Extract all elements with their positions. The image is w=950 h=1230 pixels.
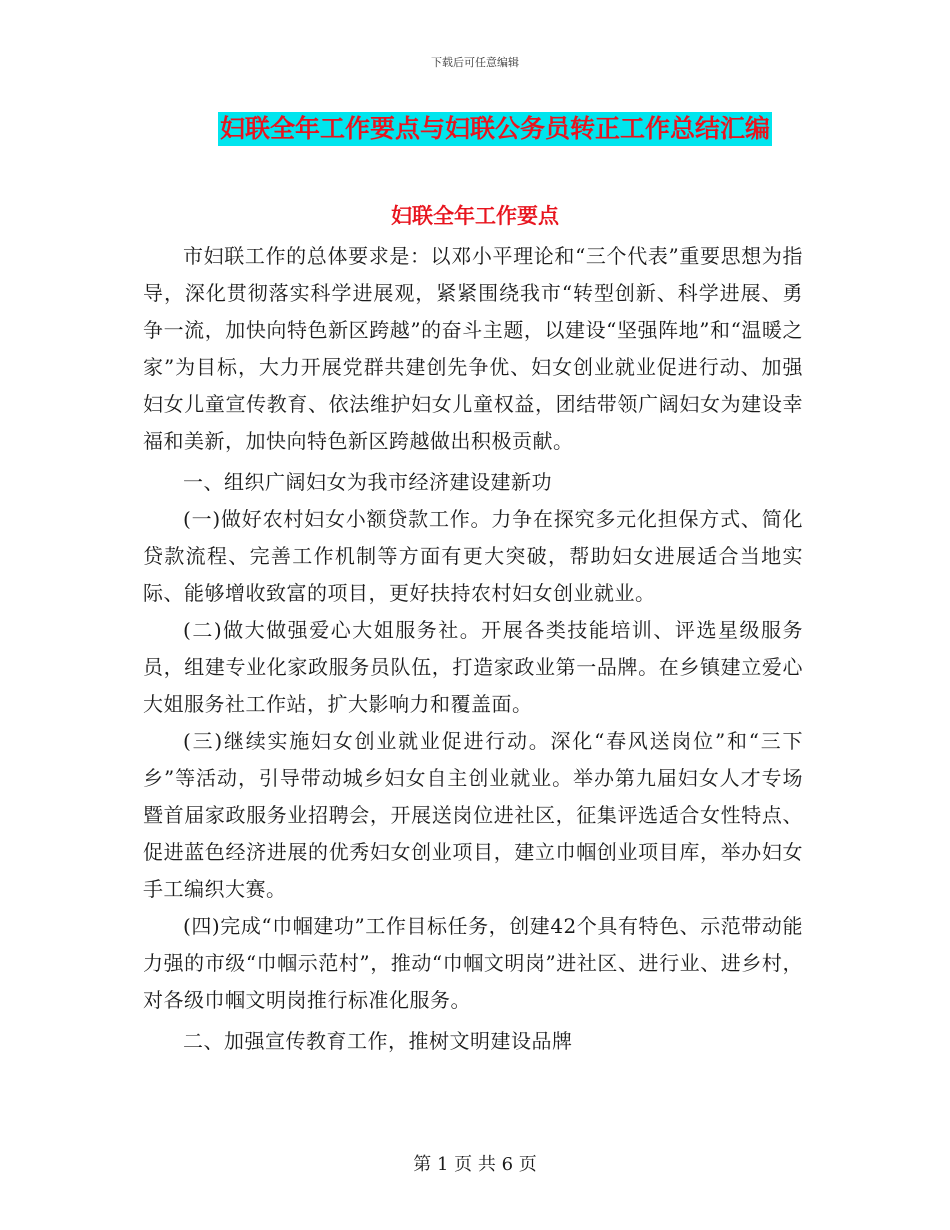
document-title-container [0,112,950,146]
paragraph-item-1: (一)做好农村妇女小额贷款工作。力争在探究多元化担保方式、简化贷款流程、完善工作机制等方面有更大突破，帮助妇女进展适合当地实际、能够增收致富的项目，更好扶持农村妇女创业就业。 [143,507,803,605]
paragraph-item-2: (二)做大做强爱心大姐服务社。开展各类技能培训、评选星级服务员，组建专业化家政服务员队伍，打造家政业第一品牌。在乡镇建立爱心大姐服务社工作站，扩大影响力和覆盖面。 [143,618,803,716]
paragraph-heading-2: 二、加强宣传教育工作，推树文明建设品牌 [183,1029,573,1053]
section-title: 妇联全年工作要点 [391,204,559,228]
paragraph-heading-1: 一、组织广阔妇女为我市经济建设建新功 [183,470,552,494]
paragraph-item-3: (三)继续实施妇女创业就业促进行动。深化“春风送岗位”和“三下乡”等活动，引导带动城乡妇女自主创业就业。举办第九届妇女人才专场暨首届家政服务业招聘会，开展送岗位进社区，征集评选适合女性特点、促进蓝色经济进展的优秀妇女创业项目，建立巾帼创业项目库，举办妇女手工编织大赛。 [143,729,803,901]
header-note: 下载后可任意编辑 [431,56,519,69]
document-body [143,238,803,1060]
document-title: 妇联全年工作要点与妇联公务员转正工作总结汇编 [218,112,772,146]
paragraph-item-4: (四)完成“巾帼建功”工作目标任务，创建42个具有特色、示范带动能力强的市级“巾帼示范村”，推动“巾帼文明岗”进社区、进行业、进乡村，对各级巾帼文明岗推行标准化服务。 [143,914,803,1012]
paragraph-intro: 市妇联工作的总体要求是：以邓小平理论和“三个代表”重要思想为指导，深化贯彻落实科学进展观，紧紧围绕我市“转型创新、科学进展、勇争一流，加快向特色新区跨越”的奋斗主题，以建设“坚强阵地”和“温暖之家”为目标，大力开展党群共建创先争优、妇女创业就业促进行动、加强妇女儿童宣传教育、依法维护妇女儿童权益，团结带领广阔妇女为建设幸福和美新，加快向特色新区跨越做出积极贡献。 [143,244,803,453]
page-footer: 第 1 页 共 6 页 [413,1154,537,1175]
